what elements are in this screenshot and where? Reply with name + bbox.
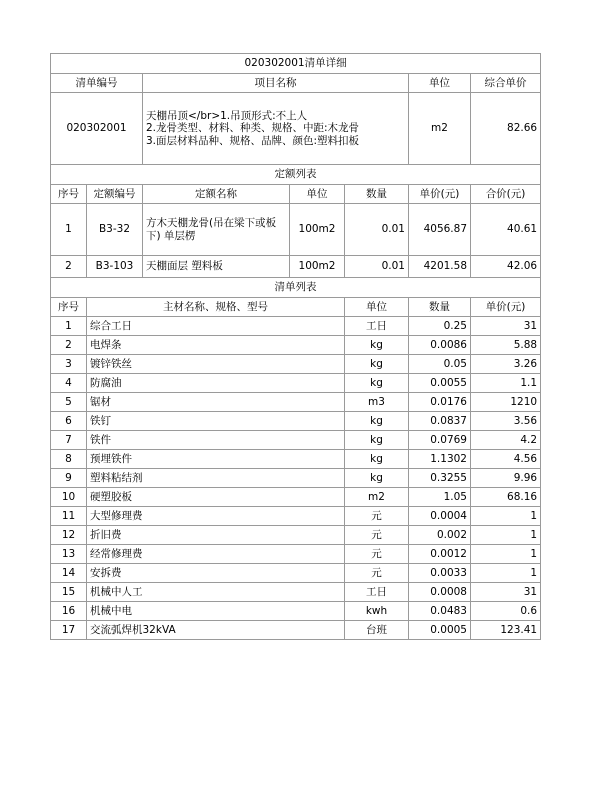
item-desc-line: 3.面层材料品种、规格、品牌、颜色:塑料扣板	[146, 134, 360, 147]
material-name: 镀锌铁丝	[87, 355, 345, 374]
title-row	[51, 54, 541, 74]
material-no: 13	[51, 545, 87, 564]
materials-section-row	[51, 278, 541, 298]
material-name: 折旧费	[87, 526, 345, 545]
material-row	[51, 564, 541, 583]
material-unit-price: 1.1	[471, 374, 541, 393]
material-row	[51, 526, 541, 545]
quota-no: 2	[51, 256, 87, 278]
material-unit-price: 123.41	[471, 621, 541, 640]
material-unit-price: 3.26	[471, 355, 541, 374]
material-unit-price: 1	[471, 564, 541, 583]
material-no: 16	[51, 602, 87, 621]
material-name: 防腐油	[87, 374, 345, 393]
item-row	[51, 93, 541, 165]
material-qty: 0.0004	[409, 507, 471, 526]
material-row	[51, 488, 541, 507]
material-qty: 0.0033	[409, 564, 471, 583]
material-qty: 1.1302	[409, 450, 471, 469]
quota-header-cell: 定额名称	[143, 185, 290, 204]
quota-unit: 100m2	[290, 256, 345, 278]
material-name: 锯材	[87, 393, 345, 412]
material-qty: 0.0086	[409, 336, 471, 355]
material-unit-price: 3.56	[471, 412, 541, 431]
item-price: 82.66	[471, 93, 541, 165]
material-unit: kg	[345, 355, 409, 374]
quota-header-row	[51, 185, 541, 204]
material-unit: 工日	[345, 317, 409, 336]
bill-detail-table	[50, 53, 541, 640]
material-row	[51, 469, 541, 488]
material-unit-price: 1	[471, 545, 541, 564]
material-unit-price: 68.16	[471, 488, 541, 507]
quota-unit: 100m2	[290, 204, 345, 256]
material-no: 1	[51, 317, 87, 336]
material-qty: 0.002	[409, 526, 471, 545]
material-unit: m3	[345, 393, 409, 412]
material-row	[51, 507, 541, 526]
materials-header-row	[51, 298, 541, 317]
quota-qty: 0.01	[345, 256, 409, 278]
quota-row	[51, 204, 541, 256]
item-unit: m2	[409, 93, 471, 165]
bill-detail-sheet	[50, 53, 540, 640]
material-unit: kg	[345, 374, 409, 393]
material-qty: 0.25	[409, 317, 471, 336]
material-qty: 0.0005	[409, 621, 471, 640]
material-name: 塑料粘结剂	[87, 469, 345, 488]
material-row	[51, 450, 541, 469]
material-no: 12	[51, 526, 87, 545]
material-no: 15	[51, 583, 87, 602]
material-unit-price: 1	[471, 526, 541, 545]
material-row	[51, 621, 541, 640]
material-qty: 0.0176	[409, 393, 471, 412]
quota-total: 40.61	[471, 204, 541, 256]
quota-unit-price: 4201.58	[409, 256, 471, 278]
material-no: 11	[51, 507, 87, 526]
material-unit-price: 1210	[471, 393, 541, 412]
material-unit: kg	[345, 431, 409, 450]
material-unit: m2	[345, 488, 409, 507]
material-row	[51, 393, 541, 412]
material-no: 3	[51, 355, 87, 374]
quota-header-cell: 定额编号	[87, 185, 143, 204]
materials-header-cell: 序号	[51, 298, 87, 317]
quota-no: 1	[51, 204, 87, 256]
material-unit: kg	[345, 412, 409, 431]
material-unit: 元	[345, 507, 409, 526]
material-name: 综合工日	[87, 317, 345, 336]
material-name: 硬塑胶板	[87, 488, 345, 507]
material-unit: kwh	[345, 602, 409, 621]
material-unit-price: 9.96	[471, 469, 541, 488]
quota-name: 方木天棚龙骨(吊在梁下或板下) 单层楞	[143, 204, 290, 256]
material-name: 安拆费	[87, 564, 345, 583]
material-name: 机械中人工	[87, 583, 345, 602]
material-no: 9	[51, 469, 87, 488]
material-row	[51, 545, 541, 564]
header-name: 项目名称	[143, 74, 409, 93]
materials-header-cell: 单位	[345, 298, 409, 317]
quota-header-cell: 单位	[290, 185, 345, 204]
material-name: 铁件	[87, 431, 345, 450]
material-row	[51, 336, 541, 355]
material-no: 14	[51, 564, 87, 583]
material-unit-price: 4.56	[471, 450, 541, 469]
material-row	[51, 355, 541, 374]
material-no: 7	[51, 431, 87, 450]
material-name: 交流弧焊机32kVA	[87, 621, 345, 640]
material-qty: 0.0055	[409, 374, 471, 393]
item-header-row	[51, 74, 541, 93]
quota-total: 42.06	[471, 256, 541, 278]
item-desc-line: 天棚吊顶</br>1.吊顶形式:不上人	[146, 109, 308, 122]
material-no: 10	[51, 488, 87, 507]
material-unit-price: 0.6	[471, 602, 541, 621]
quota-code: B3-103	[87, 256, 143, 278]
material-unit-price: 31	[471, 317, 541, 336]
material-row	[51, 317, 541, 336]
material-row	[51, 431, 541, 450]
quota-name: 天棚面层 塑料板	[143, 256, 290, 278]
materials-header-cell: 主材名称、规格、型号	[87, 298, 345, 317]
material-qty: 0.05	[409, 355, 471, 374]
material-unit: 元	[345, 526, 409, 545]
material-unit: 元	[345, 564, 409, 583]
material-unit-price: 4.2	[471, 431, 541, 450]
sheet-title: 020302001清单详细	[51, 54, 541, 74]
quota-header-cell: 数量	[345, 185, 409, 204]
material-name: 电焊条	[87, 336, 345, 355]
quota-unit-price: 4056.87	[409, 204, 471, 256]
material-qty: 0.0483	[409, 602, 471, 621]
quota-section-title: 定额列表	[51, 165, 541, 185]
quota-section-row	[51, 165, 541, 185]
material-row	[51, 602, 541, 621]
material-qty: 1.05	[409, 488, 471, 507]
item-description	[143, 93, 409, 165]
material-name: 经常修理费	[87, 545, 345, 564]
material-qty: 0.0008	[409, 583, 471, 602]
material-row	[51, 374, 541, 393]
material-no: 2	[51, 336, 87, 355]
quota-code: B3-32	[87, 204, 143, 256]
header-price: 综合单价	[471, 74, 541, 93]
materials-section-title: 清单列表	[51, 278, 541, 298]
material-qty: 0.3255	[409, 469, 471, 488]
material-no: 6	[51, 412, 87, 431]
material-no: 4	[51, 374, 87, 393]
quota-header-cell: 单价(元)	[409, 185, 471, 204]
material-name: 铁钉	[87, 412, 345, 431]
quota-header-cell: 合价(元)	[471, 185, 541, 204]
material-qty: 0.0837	[409, 412, 471, 431]
material-unit-price: 31	[471, 583, 541, 602]
material-no: 8	[51, 450, 87, 469]
material-unit-price: 5.88	[471, 336, 541, 355]
header-code: 清单编号	[51, 74, 143, 93]
quota-row	[51, 256, 541, 278]
material-name: 预埋铁件	[87, 450, 345, 469]
material-name: 大型修理费	[87, 507, 345, 526]
material-no: 17	[51, 621, 87, 640]
materials-header-cell: 单价(元)	[471, 298, 541, 317]
material-qty: 0.0012	[409, 545, 471, 564]
material-unit: 元	[345, 545, 409, 564]
material-unit: kg	[345, 336, 409, 355]
quota-qty: 0.01	[345, 204, 409, 256]
material-unit: kg	[345, 469, 409, 488]
item-desc-line: 2.龙骨类型、材料、种类、规格、中距:木龙骨	[146, 122, 360, 135]
material-row	[51, 412, 541, 431]
header-unit: 单位	[409, 74, 471, 93]
materials-header-cell: 数量	[409, 298, 471, 317]
material-name: 机械中电	[87, 602, 345, 621]
quota-header-cell: 序号	[51, 185, 87, 204]
material-row	[51, 583, 541, 602]
material-unit: 台班	[345, 621, 409, 640]
material-qty: 0.0769	[409, 431, 471, 450]
material-unit: 工日	[345, 583, 409, 602]
material-unit-price: 1	[471, 507, 541, 526]
material-unit: kg	[345, 450, 409, 469]
item-code: 020302001	[51, 93, 143, 165]
material-no: 5	[51, 393, 87, 412]
